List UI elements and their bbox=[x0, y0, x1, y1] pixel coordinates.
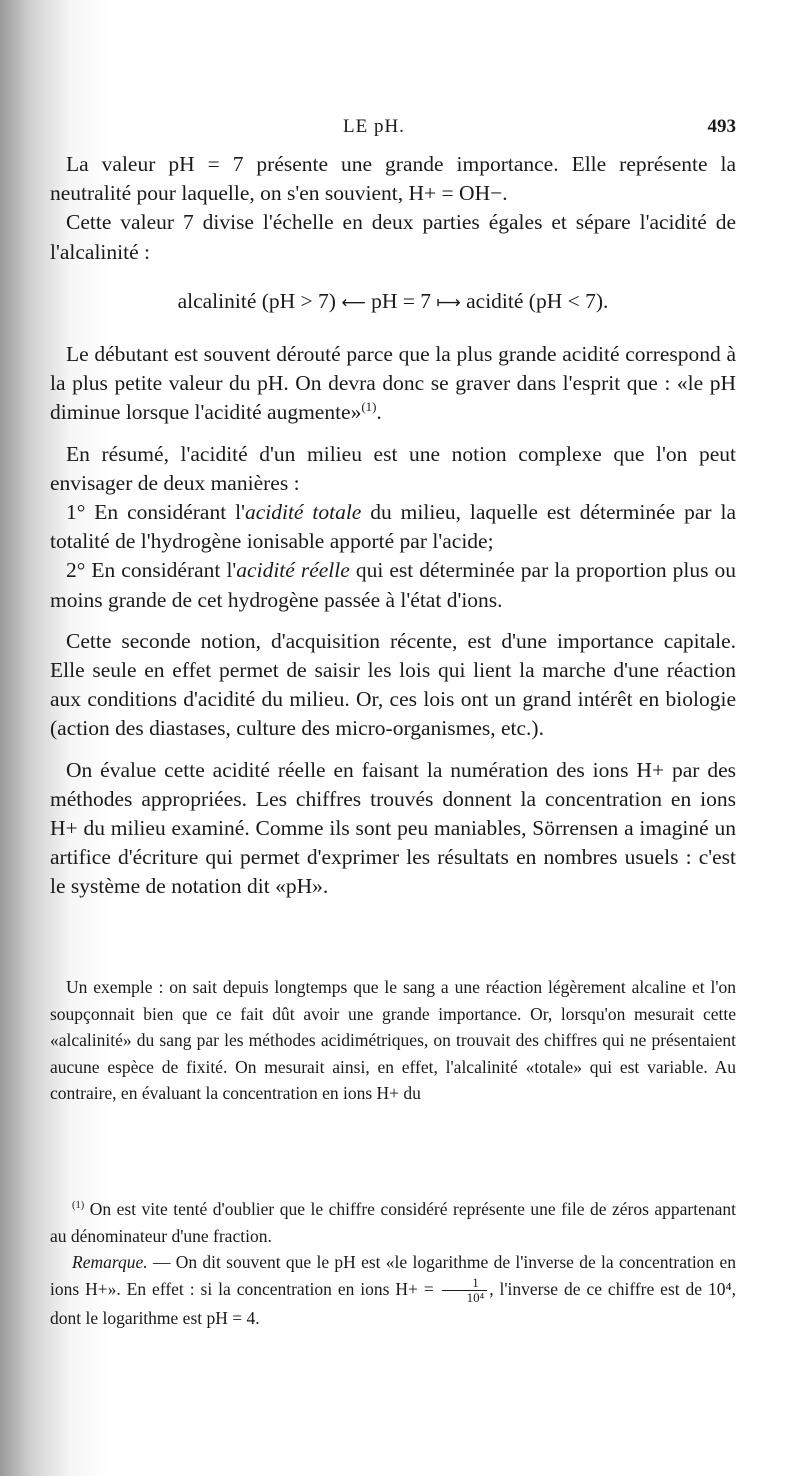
main-text bbox=[50, 150, 736, 902]
paragraph-neutrality: La valeur pH = 7 présente une grande importance. Elle représente la neutralité pour laquelle, on s'en souvient, H+ = OH−. bbox=[50, 152, 736, 206]
remark-text-1: — On dit souvent que le pH est «le logarithme de l'inverse de la concentration en ions H+». En effet : si la concentration en ions H+ = bbox=[50, 1252, 736, 1299]
fraction-numerator: 1 bbox=[442, 1276, 488, 1291]
total-acidity-start: 1° En considérant l' bbox=[66, 500, 245, 525]
page-header bbox=[48, 116, 736, 146]
footnote-reference: (1) bbox=[361, 400, 377, 415]
footnote-1 bbox=[50, 1196, 736, 1249]
real-acidity-term: acidité réelle bbox=[236, 558, 350, 583]
paragraph-beginner-end: . bbox=[376, 400, 382, 425]
fraction-denominator: 10⁴ bbox=[466, 1290, 485, 1306]
footnotes bbox=[50, 1196, 736, 1332]
page-number: 493 bbox=[707, 116, 736, 137]
example-text bbox=[50, 974, 736, 1107]
paragraph-summary: En résumé, l'acidité d'un milieu est une notion complexe que l'on peut envisager de deux manières : bbox=[50, 441, 736, 495]
running-title: LE pH. bbox=[343, 116, 405, 137]
remark-label: Remarque. bbox=[72, 1252, 148, 1273]
real-acidity-end: qui est déterminée par la proportion plus ou moins grande de cet hydrogène passée à l'état d'ions. bbox=[50, 558, 736, 612]
paragraph-beginner-text: Le débutant est souvent dérouté parce que la plus grande acidité correspond à la plus petite valeur du pH. On devra donc se graver dans l'esprit que : «le pH diminue lorsque l'acidité augmente» bbox=[50, 342, 736, 425]
left-arrow-icon: ⟵ bbox=[341, 292, 366, 313]
right-arrow-icon: ⟼ bbox=[436, 292, 461, 313]
paragraph-example: Un exemple : on sait depuis longtemps que le sang a une réaction légèrement alcaline et l'on soupçonnait bien que ce fait dût avoir une grande importance. Or, lorsqu'on mesurait cette «alcalinité» du sang par les méthodes acidimétriques, on trouvait des chiffres qui ne présentaient aucune espèce de fixité. On mesurait ainsi, en effet, l'alcalinité «totale» qui est variable. Au contraire, en évaluant la concentration en ions H+ du bbox=[50, 977, 736, 1104]
footnote-1-text: On est vite tenté d'oublier que le chiffre considéré représente une file de zéros appartenant au dénominateur d'une fraction. bbox=[50, 1199, 736, 1246]
ph-scale-formula bbox=[50, 287, 736, 318]
real-acidity-start: 2° En considérant l' bbox=[66, 558, 237, 583]
footnote-mark: (1) bbox=[72, 1200, 85, 1212]
paragraph-second-notion: Cette seconde notion, d'acquisition récente, est d'une importance capitale. Elle seule en effet permet de saisir les lois qui lient la marche d'une réaction aux conditions d'acidité du milieu. Or, ces lois ont un grand intérêt en biologie (action des diastases, culture des micro-organismes, etc.). bbox=[50, 628, 736, 741]
paragraph-total-acidity bbox=[50, 498, 736, 556]
concentration-fraction bbox=[442, 1276, 488, 1305]
total-acidity-end: du milieu, laquelle est déterminée par la totalité de l'hydrogène ionisable apporté par l'acide; bbox=[50, 500, 736, 554]
total-acidity-term: acidité totale bbox=[244, 500, 362, 525]
paragraph-real-acidity bbox=[50, 556, 736, 614]
formula-acidity: acidité (pH < 7). bbox=[466, 288, 609, 313]
remark bbox=[50, 1249, 736, 1332]
formula-alkalinity: alcalinité (pH > 7) bbox=[177, 288, 336, 313]
formula-neutral: pH = 7 bbox=[371, 288, 431, 313]
paragraph-measurement: On évalue cette acidité réelle en faisant la numération des ions H+ par des méthodes appropriées. Les chiffres trouvés donnent la concentration en ions H+ du milieu examiné. Comme ils sont peu maniables, Sörrensen a imaginé un artifice d'écriture qui permet d'exprimer les résultats en nombres usuels : c'est le système de notation dit «pH». bbox=[50, 757, 736, 899]
paragraph-scale: Cette valeur 7 divise l'échelle en deux parties égales et sépare l'acidité de l'alcalinité : bbox=[50, 210, 736, 264]
remark-text-2: , l'inverse de ce chiffre est de 10⁴, dont le logarithme est pH = 4. bbox=[50, 1278, 736, 1329]
paragraph-beginner bbox=[50, 340, 736, 428]
